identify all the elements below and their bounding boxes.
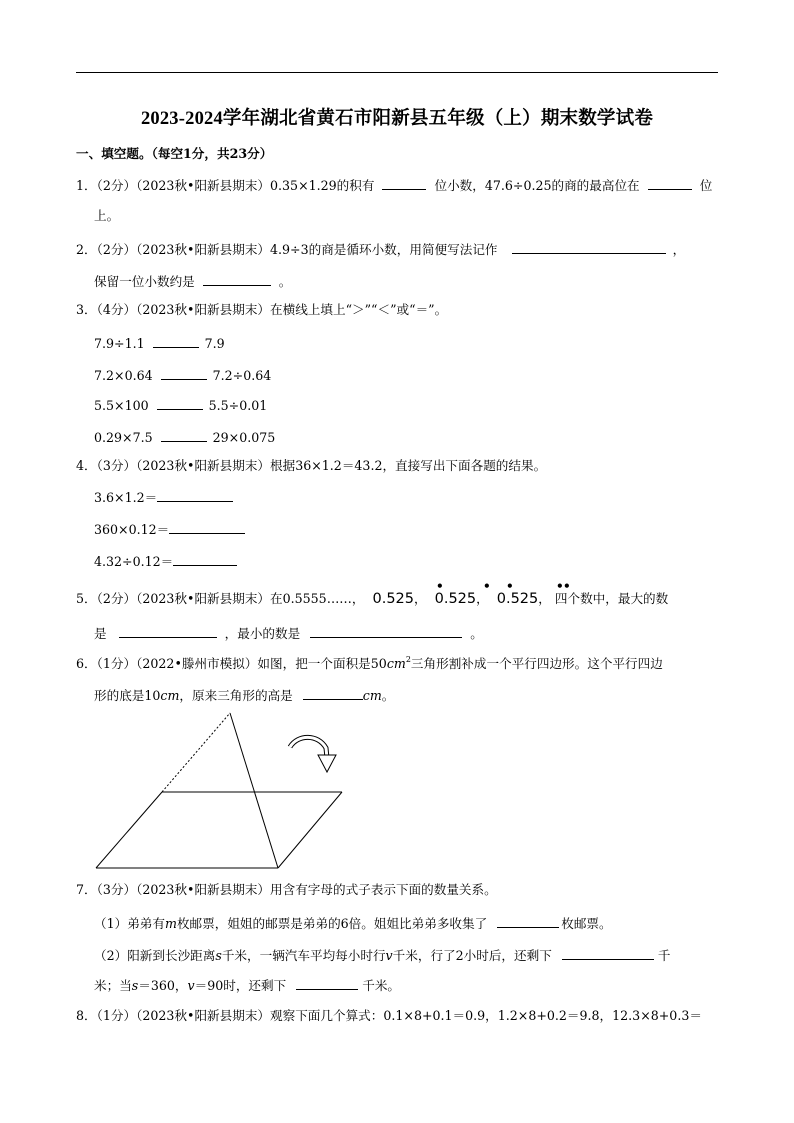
q7-p2-text-g: ＝90时，还剩下 xyxy=(194,978,287,993)
q7-p2-text-d: 千 xyxy=(657,948,671,963)
q1-text-c: 位 xyxy=(699,178,713,193)
q5-repeating-decimal-1: 0.525 xyxy=(372,591,415,607)
q7-part-1 xyxy=(94,916,612,931)
q2-text-a: 2．（2分）（2023秋•阳新县期末）4.9÷3的商是循环小数，用简便写法记作 xyxy=(76,242,498,257)
q6-exponent: 2 xyxy=(405,655,411,664)
q3-item-3-right: 5.5÷0.01 xyxy=(208,398,268,413)
question-7-stem: 7．（3分）（2023秋•阳新县期末）用含有字母的式子表示下面的数量关系。 xyxy=(76,882,497,897)
q6-text-e: 。 xyxy=(381,688,395,703)
q6-text-d: ，原来三角形的高是 xyxy=(179,688,293,703)
q7-p2-text-c: 千米，行了2小时后，还剩下 xyxy=(392,948,552,963)
q3-item-4-right: 29×0.075 xyxy=(212,430,276,445)
q3-item-1-left: 7.9÷1.1 xyxy=(94,336,145,351)
q7-p2-text-a: （2）阳新到长沙距离 xyxy=(94,948,216,963)
q7-var-s-2: s xyxy=(131,978,139,993)
q3-item-3-left: 5.5×100 xyxy=(94,398,149,413)
q7-p2-text-f: ＝360， xyxy=(138,978,188,993)
q7-p2-text-b: 千米，一辆汽车平均每小时行 xyxy=(221,948,386,963)
q7-part-2-line-2 xyxy=(94,978,400,993)
q5-repeating-decimal-2: 0.525 xyxy=(434,591,477,607)
recurring-dot-icon: • xyxy=(556,579,564,593)
question-4-stem: 4．（3分）（2023秋•阳新县期末）根据36×1.2＝43.2，直接写出下面各题的结果。 xyxy=(76,458,547,473)
q2-text-b: ， xyxy=(672,242,686,257)
q7-blank-3[interactable] xyxy=(296,978,358,990)
question-8-line-1: 8．（1分）（2023秋•阳新县期末）观察下面几个算式：0.1×8+0.1＝0.9，1.2×8+0.2＝9.8，12.3×8+0.3＝ xyxy=(76,1008,702,1023)
q7-var-v-2: v xyxy=(187,978,195,993)
question-1-line-2: 上。 xyxy=(94,208,120,223)
q5-text-c: 是 xyxy=(94,626,107,641)
q2-text-d: 。 xyxy=(278,274,292,289)
q3-item-2-left: 7.2×0.64 xyxy=(94,368,153,383)
q7-p1-text-a: （1）弟弟有 xyxy=(94,916,165,931)
question-3-stem: 3．（4分）（2023秋•阳新县期末）在横线上填上“＞”“＜”或“＝”。 xyxy=(76,302,448,317)
q6-text-b: 三角形割补成一个平行四边形。这个平行四边 xyxy=(410,656,663,671)
q7-blank-2[interactable] xyxy=(562,948,654,960)
q5-sep-2: ， xyxy=(476,591,489,606)
q7-p2-text-h: 千米。 xyxy=(362,978,400,993)
q3-item-4-left: 0.29×7.5 xyxy=(94,430,153,445)
q3-item-2-right: 7.2÷0.64 xyxy=(212,368,272,383)
q7-blank-1[interactable] xyxy=(497,916,559,928)
recurring-dot-icon: • xyxy=(563,579,571,593)
rotate-arrow-icon xyxy=(290,737,336,772)
q6-unit-2: cm xyxy=(160,688,180,703)
q7-var-m: m xyxy=(164,916,177,931)
q7-p1-text-b: 枚邮票，姐姐的邮票是弟弟的6倍。姐姐比弟弟多收集了 xyxy=(176,916,488,931)
q7-p2-text-e: 米；当 xyxy=(94,978,132,993)
q1-text-a: 1．（2分）（2023秋•阳新县期末）0.35×1.29的积有 xyxy=(76,178,375,193)
q6-text-c: 形的底是10 xyxy=(94,688,161,703)
q2-text-c: 保留一位小数约是 xyxy=(94,274,195,289)
figure-left-edge xyxy=(96,792,162,868)
figure-right-edge xyxy=(278,792,342,868)
recurring-dot-icon: • xyxy=(506,579,514,593)
q7-var-s: s xyxy=(215,948,222,963)
q7-var-v: v xyxy=(385,948,393,963)
q5-sep-1: ， xyxy=(414,591,427,606)
q5-text-e: 。 xyxy=(470,626,483,641)
q7-p1-text-c: 枚邮票。 xyxy=(561,916,612,931)
figure-dotted-side xyxy=(162,713,230,792)
figure-triangle-side xyxy=(230,713,278,868)
q3-item-1-right: 7.9 xyxy=(204,336,225,351)
q6-unit-3: cm xyxy=(362,688,382,703)
q5-text-d: ，最小的数是 xyxy=(224,626,301,641)
q4-item-3-expr: 4.32÷0.12＝ xyxy=(94,554,174,569)
q5-sep-3: ， xyxy=(538,591,551,606)
recurring-dot-icon: • xyxy=(436,579,444,593)
q1-text-b: 位小数，47.6÷0.25的商的最高位在 xyxy=(434,178,640,193)
q4-item-1-expr: 3.6×1.2＝ xyxy=(94,490,158,505)
section-heading-fill-in: 一、填空题。（每空1分，共23分） xyxy=(76,146,273,161)
q6-text-a: 6．（1分）（2022•滕州市模拟）如图，把一个面积是50 xyxy=(76,656,387,671)
page-title: 2023-2024学年湖北省黄石市阳新县五年级（上）期末数学试卷 xyxy=(140,109,654,129)
q6-unit: cm xyxy=(386,656,406,671)
q4-item-2-expr: 360×0.12＝ xyxy=(94,522,170,537)
q7-part-2-line-1 xyxy=(94,948,670,963)
q5-repeating-decimal-3: 0.525 xyxy=(496,591,539,607)
q5-text-b: 四个数中，最大的数 xyxy=(554,591,669,606)
recurring-dot-icon: • xyxy=(483,579,491,593)
q5-text-a: 5．（2分）（2023秋•阳新县期末）在0.5555……， xyxy=(76,591,365,606)
